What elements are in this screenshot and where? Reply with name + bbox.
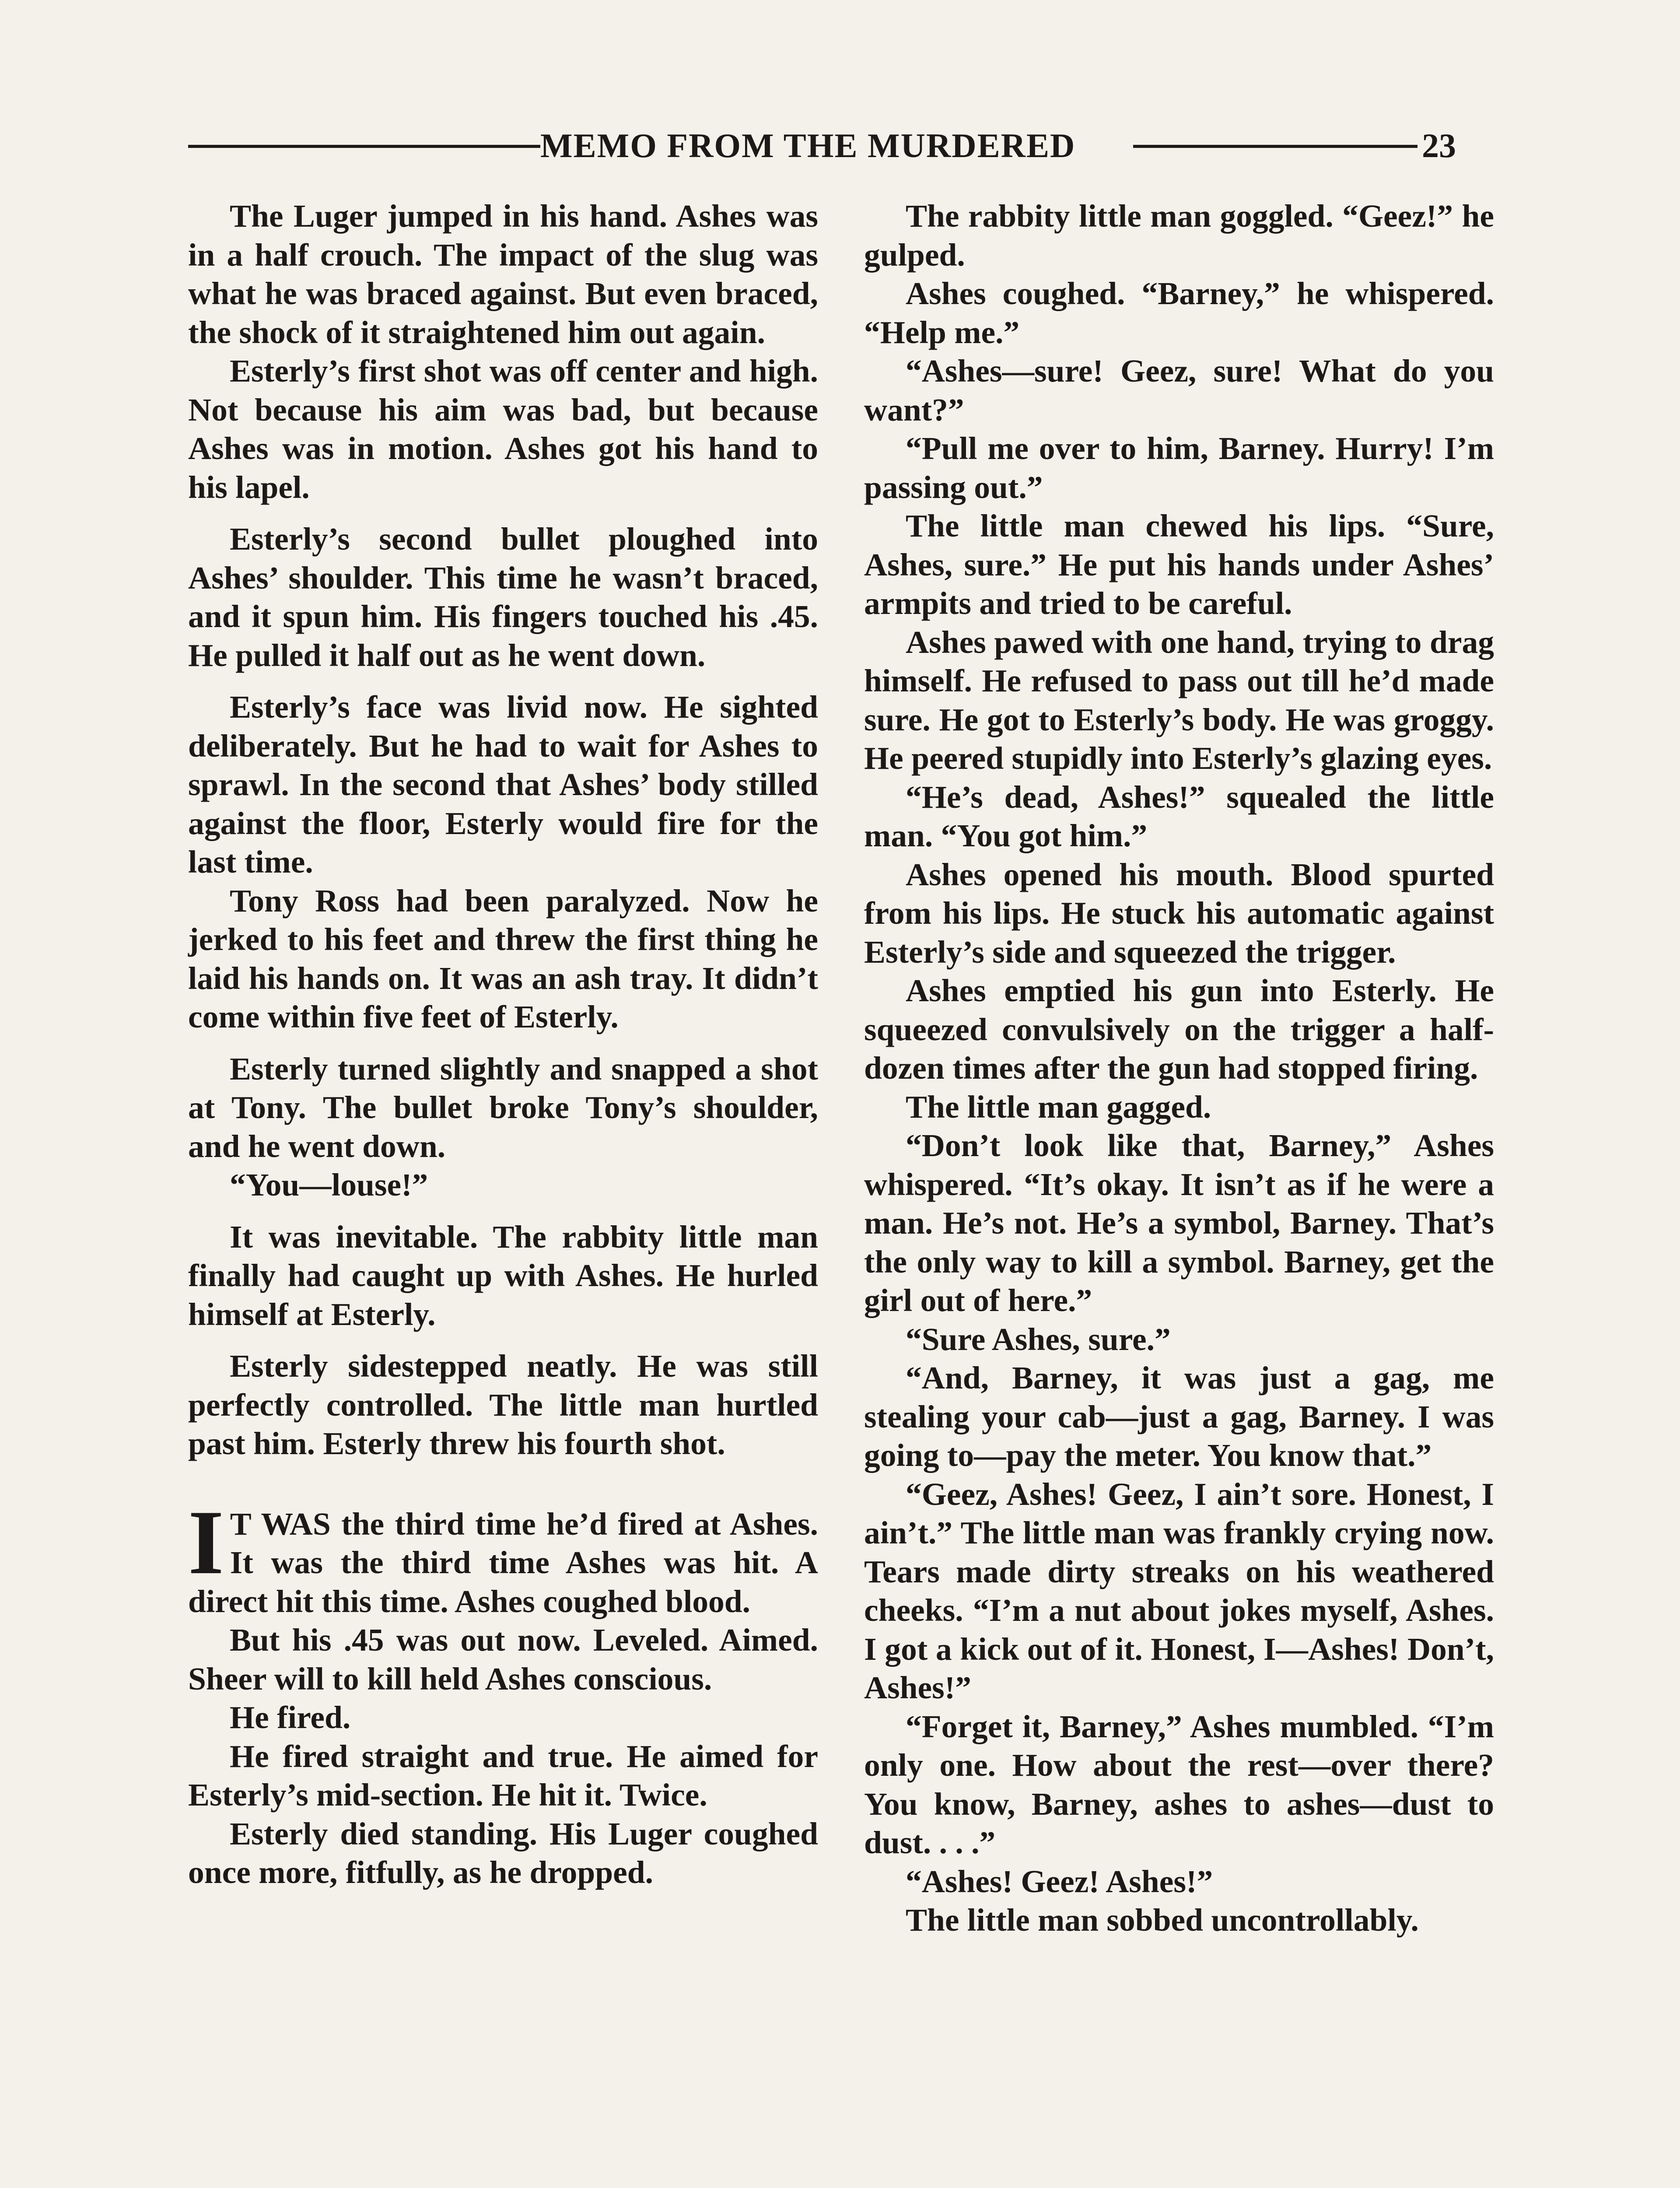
left-section-paragraph-5: Esterly died standing. His Luger coughed once more, fitfully, as he dropped.	[188, 1816, 818, 1890]
running-title: MEMO FROM THE MURDERED	[540, 126, 1076, 165]
left-paragraph-8: It was inevitable. The rabbity little man finally had caught up with Ashes. He hurled himself at Esterly.	[188, 1219, 818, 1332]
right-paragraph-7: “He’s dead, Ashes!” squealed the little man. “You got him.”	[864, 779, 1494, 853]
page-number: 23	[1422, 126, 1456, 165]
left-paragraph-7: “You—louse!”	[230, 1167, 428, 1203]
right-paragraph-3: “Ashes—sure! Geez, sure! What do you want?”	[864, 353, 1494, 428]
header-rule-left	[188, 145, 540, 148]
section-opening-paragraph	[188, 1491, 819, 1621]
left-paragraph-4: Esterly’s face was livid now. He sighted deliberately. But he had to wait for Ashes to sprawl. In the second that Ashes’ body stilled against the floor, Esterly would fire for the last time.	[188, 689, 818, 880]
left-section-paragraph-4: He fired straight and true. He aimed for Esterly’s mid-section. He hit it. Twice.	[188, 1738, 818, 1813]
left-paragraph-9: Esterly sidestepped neatly. He was still perfectly controlled. The little man hurtled past him. Esterly threw his fourth shot.	[188, 1348, 818, 1461]
right-column	[864, 197, 1494, 1940]
right-paragraph-13: “And, Barney, it was just a gag, me stealing your cab—just a gag, Barney. I was going to—pay the meter. You know that.”	[864, 1360, 1494, 1473]
right-paragraph-10: The little man gagged.	[906, 1089, 1211, 1125]
right-paragraph-15: “Forget it, Barney,” Ashes mumbled. “I’m only one. How about the rest—over there? You know, Barney, ashes to ashes—dust to dust. . . .”	[864, 1708, 1494, 1860]
right-paragraph-1: The rabbity little man goggled. “Geez!” he gulped.	[864, 198, 1494, 273]
left-section-paragraph-3: He fired.	[230, 1700, 351, 1735]
right-paragraph-5: The little man chewed his lips. “Sure, Ashes, sure.” He put his hands under Ashes’ armpits and tried to be careful.	[864, 508, 1494, 621]
left-paragraph-3: Esterly’s second bullet ploughed into Ashes’ shoulder. This time he wasn’t braced, and it spun him. His fingers touched his .45. He pulled it half out as he went down.	[188, 521, 818, 673]
right-paragraph-2: Ashes coughed. “Barney,” he whispered. “Help me.”	[864, 276, 1494, 350]
right-paragraph-8: Ashes opened his mouth. Blood spurted from his lips. He stuck his automatic against Esterly’s side and squeezed the trigger.	[864, 856, 1494, 970]
right-paragraph-9: Ashes emptied his gun into Esterly. He squeezed convulsively on the trigger a half-dozen times after the gun had stopped firing.	[864, 973, 1494, 1086]
right-paragraph-12: “Sure Ashes, sure.”	[906, 1321, 1171, 1357]
running-header	[188, 118, 1485, 171]
right-paragraph-4: “Pull me over to him, Barney. Hurry! I’m passing out.”	[864, 431, 1494, 505]
right-paragraph-16: “Ashes! Geez! Ashes!”	[906, 1863, 1213, 1899]
left-paragraph-6: Esterly turned slightly and snapped a shot at Tony. The bullet broke Tony’s shoulder, and he went down.	[188, 1051, 818, 1164]
right-paragraph-11: “Don’t look like that, Barney,” Ashes whispered. “It’s okay. It isn’t as if he were a man. He’s not. He’s a symbol, Barney. That’s the only way to kill a symbol. Barney, get the girl out of here.”	[864, 1128, 1494, 1318]
left-paragraph-5: Tony Ross had been paralyzed. Now he jerked to his feet and threw the first thing he laid his hands on. It was an ash tray. It didn’t come within five feet of Esterly.	[188, 883, 818, 1034]
left-column	[188, 197, 818, 1892]
header-rule-right	[1133, 145, 1418, 148]
left-paragraph-1: The Luger jumped in his hand. Ashes was in a half crouch. The impact of the slug was what he was braced against. But even braced, the shock of it straightened him out again.	[188, 198, 818, 350]
section-lead-in: T WAS	[230, 1506, 331, 1542]
drop-cap-letter: I	[188, 1491, 224, 1593]
section-opening-text: the third time he’d fired at Ashes. It was the third time Ashes was hit. A direct hit this time. Ashes coughed blood.	[188, 1506, 819, 1619]
left-paragraph-2: Esterly’s first shot was off center and high. Not because his aim was bad, but because Ashes was in motion. Ashes got his hand to his lapel.	[188, 353, 818, 505]
right-paragraph-17: The little man sobbed uncontrollably.	[906, 1902, 1419, 1938]
left-section-paragraph-2: But his .45 was out now. Leveled. Aimed. Sheer will to kill held Ashes conscious.	[188, 1622, 818, 1697]
right-paragraph-6: Ashes pawed with one hand, trying to drag himself. He refused to pass out till he’d made sure. He got to Esterly’s body. He was groggy. He peered stupidly into Esterly’s glazing eyes.	[864, 624, 1494, 776]
right-paragraph-14: “Geez, Ashes! Geez, I ain’t sore. Honest, I ain’t.” The little man was frankly crying now. Tears made dirty streaks on his weathered cheeks. “I’m a nut about jokes myself, Ashes. I got a kick out of it. Honest, I—Ashes! Don’t, Ashes!”	[864, 1476, 1494, 1705]
